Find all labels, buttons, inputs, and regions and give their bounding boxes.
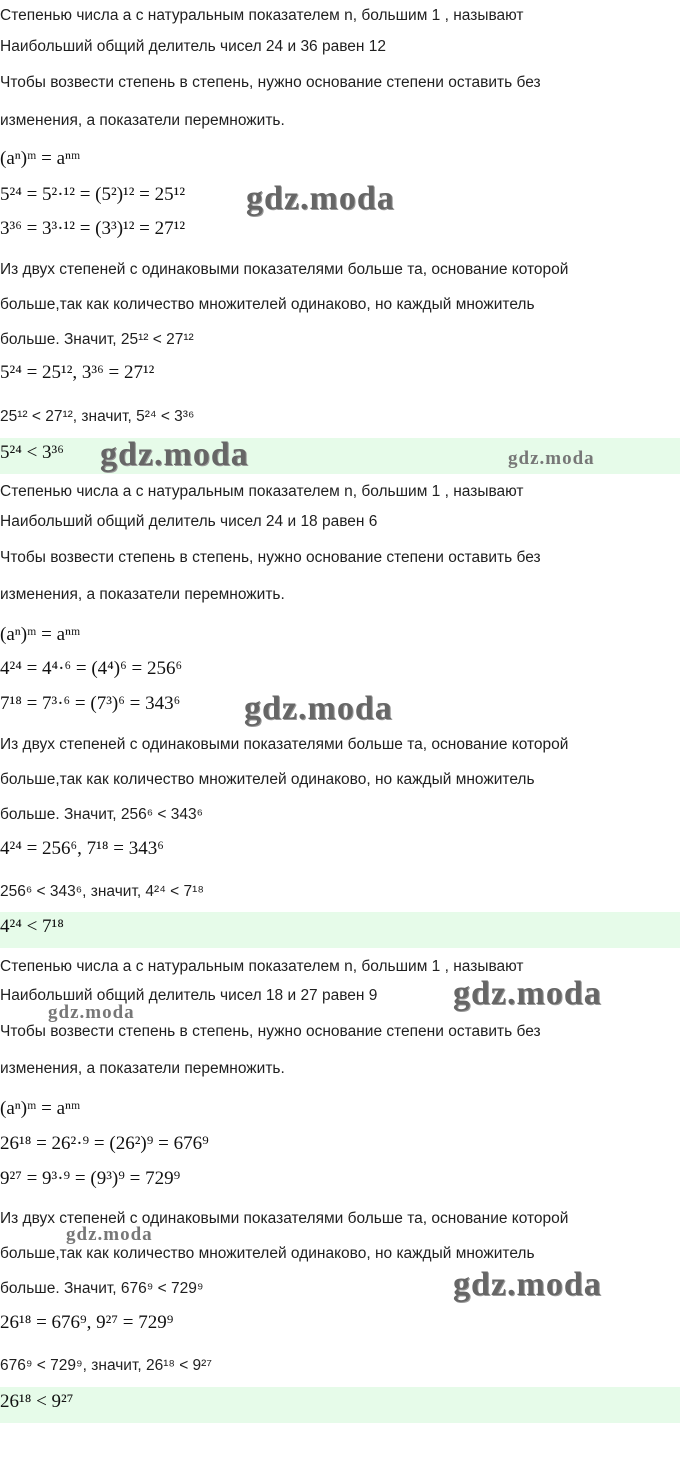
equation-2: 9²⁷ = 9³·⁹ = (9³)⁹ = 729⁹ xyxy=(0,1168,181,1189)
comparison-text-line-2: больше,так как количество множителей одинаково, но каждый множитель xyxy=(0,771,535,788)
rule-text-line-2: изменения, а показатели перемножить. xyxy=(0,112,285,129)
rule-text-line-1: Чтобы возвести степень в степень, нужно основание степени оставить без xyxy=(0,549,541,566)
intro-text: Степенью числа a с натуральным показателем n, большим 1 , называют xyxy=(0,958,524,975)
equation-1: 26¹⁸ = 26²·⁹ = (26²)⁹ = 676⁹ xyxy=(0,1133,209,1154)
conclusion-text: 25¹² < 27¹², значит, 5²⁴ < 3³⁶ xyxy=(0,408,195,425)
equation-1: 4²⁴ = 4⁴·⁶ = (4⁴)⁶ = 256⁶ xyxy=(0,658,183,679)
gcd-text: Наибольший общий делитель чисел 24 и 18 равен 6 xyxy=(0,513,378,530)
answer-text: 5²⁴ < 3³⁶ xyxy=(0,442,64,463)
rule-text-line-1: Чтобы возвести степень в степень, нужно основание степени оставить без xyxy=(0,74,541,91)
restated-equalities: 5²⁴ = 25¹², 3³⁶ = 27¹² xyxy=(0,362,155,383)
rule-text-line-2: изменения, а показатели перемножить. xyxy=(0,586,285,603)
gcd-text: Наибольший общий делитель чисел 24 и 36 равен 12 xyxy=(0,38,387,55)
comparison-text-line-2: больше,так как количество множителей одинаково, но каждый множитель xyxy=(0,1245,535,1262)
intro-text: Степенью числа a с натуральным показателем n, большим 1 , называют xyxy=(0,483,524,500)
watermark-logo: gdz.moda xyxy=(66,1224,153,1245)
watermark-logo: gdz.moda xyxy=(508,448,595,469)
watermark-logo: gdz.moda xyxy=(100,436,249,473)
comparison-text-line-3: больше. Значит, 256⁶ < 343⁶ xyxy=(0,806,204,823)
comparison-text-line-2: больше,так как количество множителей одинаково, но каждый множитель xyxy=(0,296,535,313)
answer-highlight xyxy=(0,1387,680,1423)
gcd-text: Наибольший общий делитель чисел 18 и 27 равен 9 xyxy=(0,987,378,1004)
watermark-logo: gdz.moda xyxy=(244,690,393,727)
intro-text: Степенью числа a с натуральным показателем n, большим 1 , называют xyxy=(0,7,524,24)
rule-text-line-1: Чтобы возвести степень в степень, нужно основание степени оставить без xyxy=(0,1023,541,1040)
comparison-text-line-3: больше. Значит, 25¹² < 27¹² xyxy=(0,331,194,348)
equation-2: 3³⁶ = 3³·¹² = (3³)¹² = 27¹² xyxy=(0,218,186,239)
equation-1: 5²⁴ = 5²·¹² = (5²)¹² = 25¹² xyxy=(0,184,186,205)
watermark-logo: gdz.moda xyxy=(246,180,395,217)
comparison-text-line-3: больше. Значит, 676⁹ < 729⁹ xyxy=(0,1280,204,1297)
power-formula: (aⁿ)ᵐ = aⁿᵐ xyxy=(0,1098,81,1119)
comparison-text-line-1: Из двух степеней с одинаковыми показателями больше та, основание которой xyxy=(0,736,569,753)
conclusion-text: 256⁶ < 343⁶, значит, 4²⁴ < 7¹⁸ xyxy=(0,883,204,900)
restated-equalities: 4²⁴ = 256⁶, 7¹⁸ = 343⁶ xyxy=(0,838,164,859)
conclusion-text: 676⁹ < 729⁹, значит, 26¹⁸ < 9²⁷ xyxy=(0,1357,212,1374)
answer-text: 26¹⁸ < 9²⁷ xyxy=(0,1391,74,1412)
comparison-text-line-1: Из двух степеней с одинаковыми показателями больше та, основание которой xyxy=(0,261,569,278)
restated-equalities: 26¹⁸ = 676⁹, 9²⁷ = 729⁹ xyxy=(0,1312,174,1333)
power-formula: (aⁿ)ᵐ = aⁿᵐ xyxy=(0,148,81,169)
comparison-text-line-1: Из двух степеней с одинаковыми показателями больше та, основание которой xyxy=(0,1210,569,1227)
answer-text: 4²⁴ < 7¹⁸ xyxy=(0,916,64,937)
rule-text-line-2: изменения, а показатели перемножить. xyxy=(0,1060,285,1077)
answer-highlight xyxy=(0,912,680,948)
equation-2: 7¹⁸ = 7³·⁶ = (7³)⁶ = 343⁶ xyxy=(0,693,181,714)
watermark-logo: gdz.moda xyxy=(453,975,602,1012)
watermark-logo: gdz.moda xyxy=(48,1002,135,1023)
power-formula: (aⁿ)ᵐ = aⁿᵐ xyxy=(0,624,81,645)
watermark-logo: gdz.moda xyxy=(453,1266,602,1303)
